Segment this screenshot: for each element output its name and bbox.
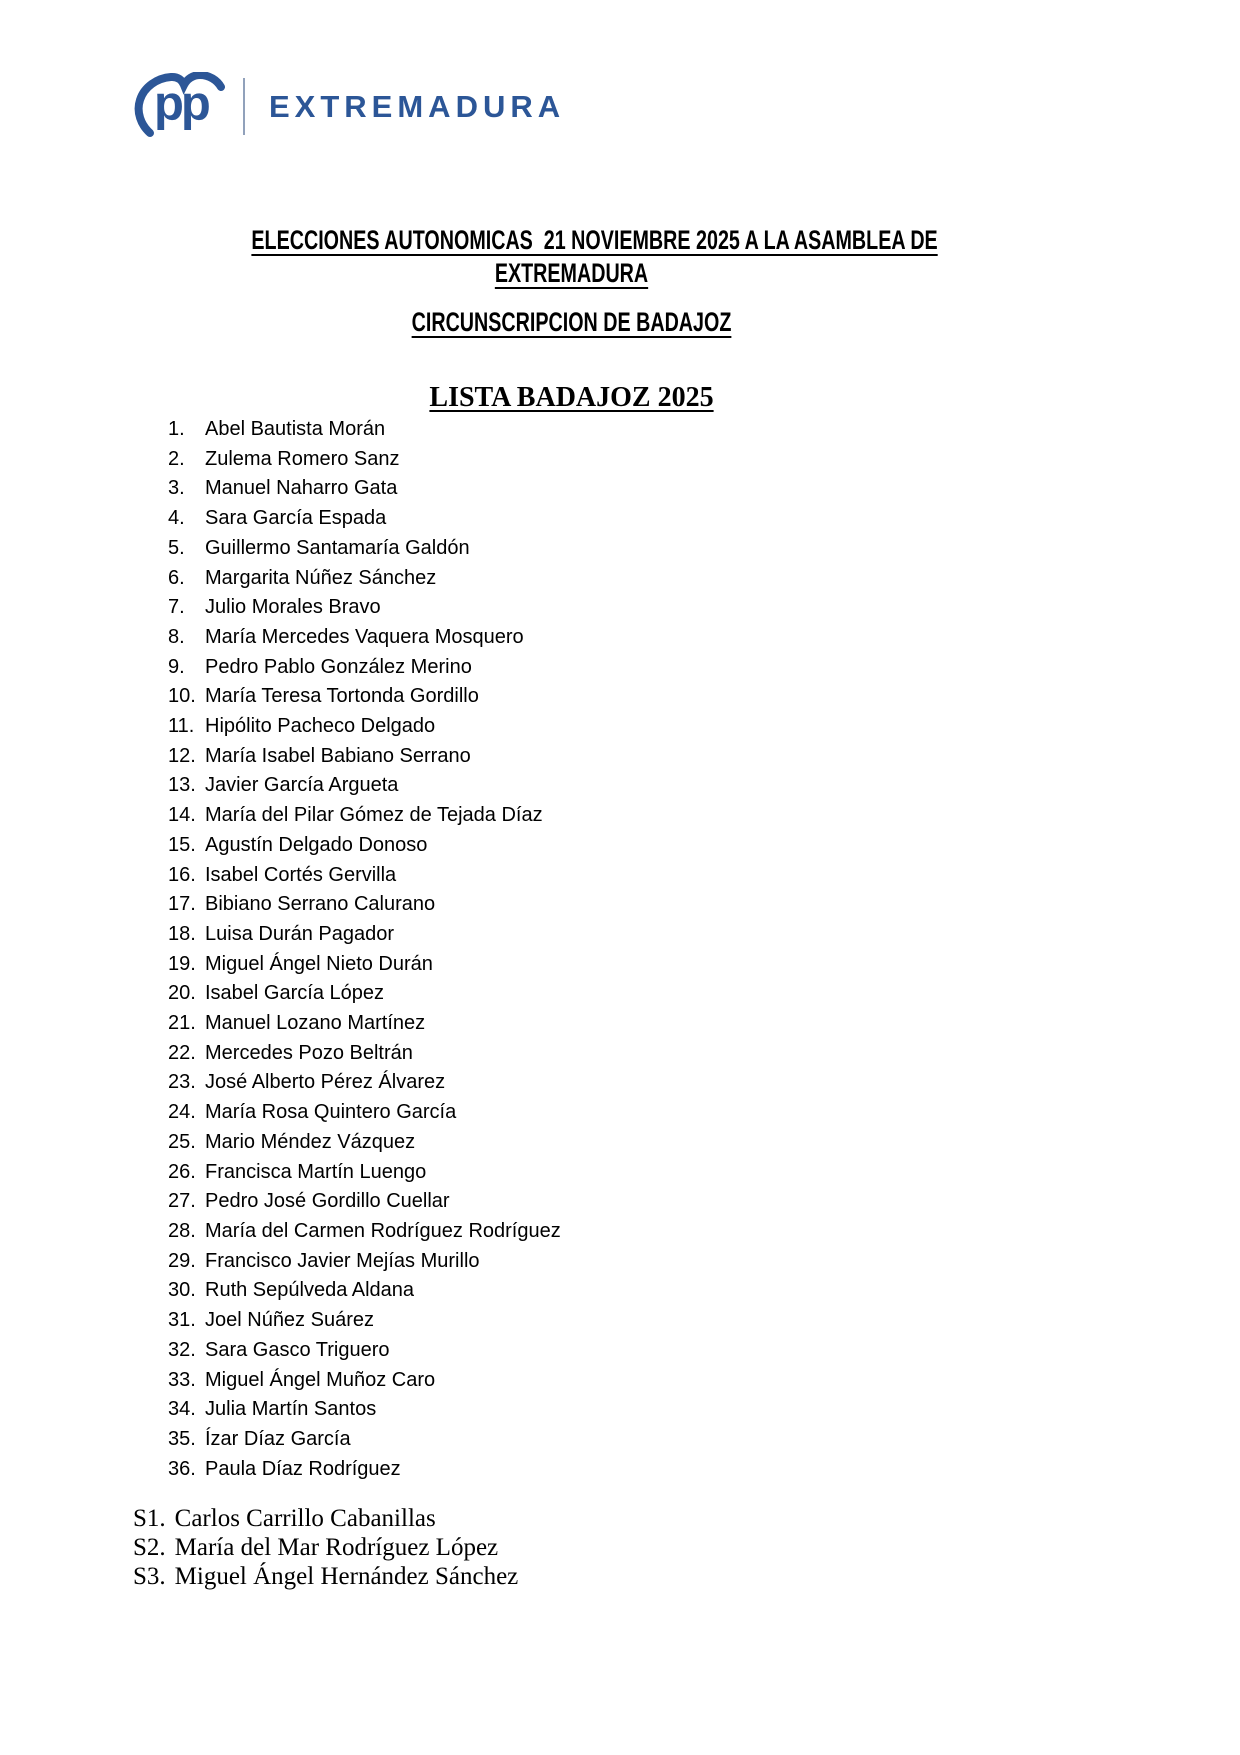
- list-item: [168, 504, 561, 534]
- list-item: [168, 1009, 561, 1039]
- list-item-name: Abel Bautista Morán: [205, 418, 386, 440]
- list-item-name: Javier García Argueta: [205, 774, 399, 797]
- list-item: [168, 653, 561, 683]
- list-item-name: Julio Morales Bravo: [205, 596, 381, 619]
- list-item-name: Paula Díaz Rodríguez: [205, 1457, 401, 1480]
- substitute-item: [133, 1504, 518, 1533]
- list-item-name: Francisco Javier Mejías Murillo: [205, 1249, 480, 1272]
- list-item-name: Sara Gasco Triguero: [205, 1338, 390, 1361]
- list-item-name: María Isabel Babiano Serrano: [205, 744, 471, 767]
- list-item-number: 10.: [168, 685, 196, 708]
- main-title-line2: EXTREMADURA: [494, 258, 649, 288]
- list-item-number: 20.: [168, 982, 196, 1005]
- list-item: [168, 1039, 561, 1069]
- list-item: [168, 1366, 561, 1396]
- list-item-number: 9.: [168, 655, 185, 678]
- list-item: [168, 1098, 561, 1128]
- brand-region-text: EXTREMADURA: [269, 88, 566, 124]
- list-item: [168, 1306, 561, 1336]
- list-title: LISTA BADAJOZ 2025: [429, 382, 714, 413]
- list-item-name: María del Pilar Gómez de Tejada Díaz: [205, 804, 543, 827]
- list-item: [168, 861, 561, 891]
- list-item-number: 1.: [168, 418, 185, 440]
- list-item-number: 23.: [168, 1071, 196, 1094]
- list-item-number: 18.: [168, 922, 196, 945]
- candidate-list: [168, 415, 561, 1484]
- list-item-number: 32.: [168, 1338, 196, 1361]
- list-item-number: 22.: [168, 1041, 196, 1064]
- list-item: [168, 1068, 561, 1098]
- list-item-name: Manuel Naharro Gata: [205, 477, 398, 500]
- list-item-number: 27.: [168, 1190, 196, 1213]
- list-item-number: 3.: [168, 477, 185, 500]
- list-item-number: 5.: [168, 536, 185, 559]
- substitute-item: [133, 1562, 518, 1591]
- list-item: [168, 1425, 561, 1455]
- list-item-name: Francisca Martín Luengo: [205, 1160, 427, 1183]
- substitute-item: [133, 1533, 518, 1562]
- list-item: [168, 623, 561, 653]
- pp-logo-text: pp: [154, 77, 208, 131]
- list-item-number: 21.: [168, 1012, 196, 1035]
- list-item: [168, 1158, 561, 1188]
- substitute-item-number: S2.: [133, 1534, 166, 1561]
- list-item-number: 13.: [168, 774, 196, 797]
- list-item-name: María del Carmen Rodríguez Rodríguez: [205, 1219, 561, 1242]
- list-item: [168, 415, 561, 445]
- list-item-name: Ízar Díaz García: [205, 1427, 351, 1450]
- list-item-number: 26.: [168, 1160, 196, 1183]
- list-item: [168, 1128, 561, 1158]
- subtitle-circunscripcion: CIRCUNSCRIPCION DE BADAJOZ: [411, 307, 732, 337]
- list-item-number: 19.: [168, 952, 196, 975]
- list-item: [168, 1247, 561, 1277]
- list-item-number: 2.: [168, 447, 185, 470]
- list-item-number: 25.: [168, 1130, 196, 1153]
- list-item: [168, 1455, 561, 1485]
- list-item: [168, 771, 561, 801]
- list-item-name: Miguel Ángel Nieto Durán: [205, 952, 433, 975]
- list-item: [168, 474, 561, 504]
- list-item-number: 31.: [168, 1309, 196, 1332]
- list-item-number: 35.: [168, 1427, 196, 1450]
- brand-header: [133, 72, 565, 140]
- list-item: [168, 1395, 561, 1425]
- list-item-name: Sara García Espada: [205, 507, 387, 530]
- list-item-number: 4.: [168, 507, 185, 530]
- list-item-name: Isabel García López: [205, 982, 384, 1005]
- list-item-number: 29.: [168, 1249, 196, 1272]
- list-item-name: María Rosa Quintero García: [205, 1101, 457, 1124]
- list-item-number: 24.: [168, 1101, 196, 1124]
- list-item-name: Isabel Cortés Gervilla: [205, 863, 397, 886]
- list-item: [168, 1336, 561, 1366]
- list-item-number: 7.: [168, 596, 185, 619]
- list-item: [168, 831, 561, 861]
- list-item-name: Pedro José Gordillo Cuellar: [205, 1190, 450, 1213]
- list-item-number: 34.: [168, 1398, 196, 1421]
- list-item: [168, 1276, 561, 1306]
- list-item-name: Julia Martín Santos: [205, 1398, 377, 1421]
- list-item-name: Pedro Pablo González Merino: [205, 655, 472, 678]
- list-item: [168, 801, 561, 831]
- list-item-number: 16.: [168, 863, 196, 886]
- list-item: [168, 1187, 561, 1217]
- list-item-name: José Alberto Pérez Álvarez: [205, 1071, 446, 1094]
- list-item-number: 17.: [168, 893, 196, 916]
- list-item: [168, 950, 561, 980]
- list-item: [168, 564, 561, 594]
- list-item: [168, 920, 561, 950]
- list-item-number: 11.: [168, 715, 195, 738]
- list-item-number: 30.: [168, 1279, 196, 1302]
- list-item: [168, 979, 561, 1009]
- list-item-name: Joel Núñez Suárez: [205, 1309, 374, 1332]
- substitute-item-name: María del Mar Rodríguez López: [174, 1534, 499, 1561]
- substitute-item-name: Carlos Carrillo Cabanillas: [174, 1505, 436, 1532]
- list-item-name: Guillermo Santamaría Galdón: [205, 536, 470, 559]
- list-item: [168, 1217, 561, 1247]
- list-item: [168, 445, 561, 475]
- list-item-number: 14.: [168, 804, 196, 827]
- list-item-name: Miguel Ángel Muñoz Caro: [205, 1368, 436, 1391]
- list-item: [168, 593, 561, 623]
- list-item-name: Zulema Romero Sanz: [205, 447, 400, 470]
- list-item-name: Ruth Sepúlveda Aldana: [205, 1279, 415, 1302]
- list-item-name: Margarita Núñez Sánchez: [205, 566, 437, 589]
- list-item-number: 12.: [168, 744, 196, 767]
- list-item: [168, 890, 561, 920]
- list-item-number: 33.: [168, 1368, 196, 1391]
- list-item: [168, 742, 561, 772]
- list-item-name: María Teresa Tortonda Gordillo: [205, 685, 479, 708]
- substitute-item-name: Miguel Ángel Hernández Sánchez: [174, 1563, 519, 1590]
- list-item-name: Luisa Durán Pagador: [205, 922, 395, 945]
- list-item: [168, 682, 561, 712]
- list-item-number: 6.: [168, 566, 185, 589]
- list-item-name: María Mercedes Vaquera Mosquero: [205, 625, 524, 648]
- list-item-name: Hipólito Pacheco Delgado: [205, 715, 436, 738]
- list-item: [168, 712, 561, 742]
- list-item-name: Manuel Lozano Martínez: [205, 1012, 426, 1035]
- list-item-number: 8.: [168, 625, 185, 648]
- list-item-name: Mercedes Pozo Beltrán: [205, 1041, 413, 1064]
- main-title-line1: ELECCIONES AUTONOMICAS 21 NOVIEMBRE 2025 A LA ASAMBLEA DE: [251, 225, 938, 255]
- pp-logo-icon: [133, 72, 233, 140]
- list-item-number: 36.: [168, 1457, 196, 1480]
- list-item-name: Agustín Delgado Donoso: [205, 833, 428, 856]
- substitute-item-number: S3.: [133, 1563, 166, 1590]
- brand-separator: [243, 78, 245, 135]
- list-item-number: 28.: [168, 1219, 196, 1242]
- list-item-name: Mario Méndez Vázquez: [205, 1130, 416, 1153]
- list-item: [168, 534, 561, 564]
- list-item-name: Bibiano Serrano Calurano: [205, 893, 436, 916]
- list-item-number: 15.: [168, 833, 196, 856]
- substitute-item-number: S1.: [133, 1505, 166, 1532]
- substitutes-list: [133, 1504, 518, 1591]
